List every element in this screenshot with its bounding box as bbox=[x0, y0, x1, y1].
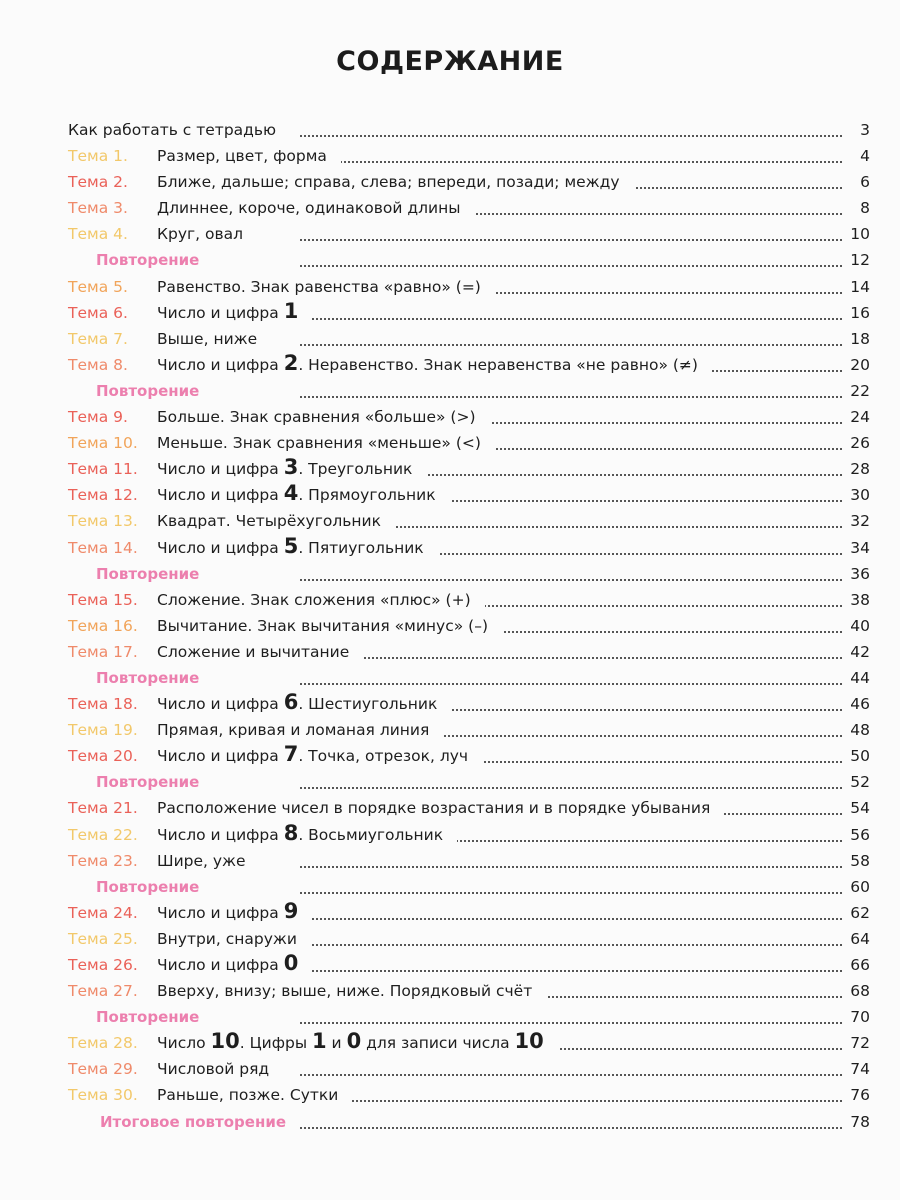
topic-number: Тема 27. bbox=[68, 982, 138, 1001]
toc-entry bbox=[0, 692, 900, 718]
topic-title: Число и цифра 6. Шестиугольник bbox=[157, 695, 451, 713]
page-number: 66 bbox=[850, 956, 870, 974]
digit-highlight: 5 bbox=[283, 533, 299, 558]
topic-title: Число 10. Цифры 1 и 0 для записи числа 10 bbox=[157, 1034, 558, 1052]
topic-title: Ближе, дальше; справа, слева; впереди, позади; между bbox=[157, 173, 634, 191]
page-number: 3 bbox=[860, 121, 870, 139]
topic-number: Тема 22. bbox=[68, 825, 138, 844]
page-number: 78 bbox=[850, 1112, 870, 1131]
toc-entry bbox=[0, 927, 900, 953]
topic-number: Тема 19. bbox=[68, 721, 138, 740]
repetition-label: Повторение bbox=[96, 1008, 211, 1026]
digit-highlight: 1 bbox=[312, 1029, 327, 1054]
dot-leader bbox=[300, 892, 842, 894]
page-number: 72 bbox=[850, 1034, 870, 1053]
dot-leader bbox=[300, 344, 842, 346]
page-number: 74 bbox=[850, 1060, 870, 1079]
page-number: 76 bbox=[850, 1086, 870, 1105]
dot-leader bbox=[300, 1074, 842, 1076]
page-number: 60 bbox=[850, 877, 870, 896]
topic-number: Тема 8. bbox=[68, 355, 128, 374]
page-number: 8 bbox=[860, 199, 870, 218]
topic-number: Тема 25. bbox=[68, 929, 138, 948]
topic-number: Тема 23. bbox=[68, 851, 138, 870]
dot-leader bbox=[300, 135, 842, 137]
page-number: 68 bbox=[850, 982, 870, 1001]
dot-leader bbox=[300, 396, 842, 398]
topic-title: Круг, овал bbox=[157, 225, 257, 243]
topic-title: Число и цифра 2. Неравенство. Знак неравенства «не равно» (≠) bbox=[157, 356, 712, 374]
page-number: 32 bbox=[850, 512, 870, 531]
page-number: 34 bbox=[850, 538, 870, 557]
toc-entry bbox=[0, 533, 900, 562]
digit-highlight: 4 bbox=[283, 481, 299, 506]
page-number: 64 bbox=[850, 929, 870, 948]
topic-number: Тема 4. bbox=[68, 225, 128, 244]
toc-entry bbox=[0, 1057, 900, 1083]
digit-highlight: 7 bbox=[283, 742, 299, 767]
digit-highlight: 9 bbox=[283, 898, 299, 923]
digit-highlight: 2 bbox=[283, 350, 299, 375]
toc-entry bbox=[0, 170, 900, 196]
topic-title: Число и цифра 9 bbox=[157, 904, 312, 922]
topic-number: Тема 2. bbox=[68, 173, 128, 192]
digit-highlight: 6 bbox=[283, 690, 299, 715]
page-number: 28 bbox=[850, 460, 870, 479]
topic-number: Тема 24. bbox=[68, 903, 138, 922]
page-number: 16 bbox=[850, 303, 870, 322]
dot-leader bbox=[300, 579, 842, 581]
topic-number: Тема 12. bbox=[68, 486, 138, 505]
dot-leader bbox=[300, 918, 842, 920]
topic-title: Число и цифра 8. Восьмиугольник bbox=[157, 826, 457, 844]
dot-leader bbox=[300, 1127, 842, 1129]
topic-title: Вверху, внизу; выше, ниже. Порядковый счёт bbox=[157, 982, 546, 1000]
topic-number: Тема 9. bbox=[68, 408, 128, 427]
toc-entry bbox=[0, 144, 900, 170]
repetition-label: Повторение bbox=[96, 773, 211, 791]
topic-title: Число и цифра 7. Точка, отрезок, луч bbox=[157, 747, 482, 765]
repetition-label: Повторение bbox=[96, 382, 211, 400]
toc-entry bbox=[0, 849, 900, 875]
topic-title: Число и цифра 3. Треугольник bbox=[157, 460, 426, 478]
page-number: 12 bbox=[850, 251, 870, 270]
topic-number: Тема 20. bbox=[68, 747, 138, 766]
topic-title: Прямая, кривая и ломаная линия bbox=[157, 721, 443, 739]
toc-entry bbox=[0, 820, 900, 849]
toc-entry bbox=[0, 898, 900, 927]
topic-number: Тема 15. bbox=[68, 590, 138, 609]
page-number: 42 bbox=[850, 642, 870, 661]
repetition-label: Повторение bbox=[96, 878, 211, 896]
toc-entry bbox=[0, 744, 900, 770]
repetition-label: Повторение bbox=[96, 251, 211, 269]
dot-leader bbox=[300, 657, 842, 659]
toc-entry bbox=[0, 1031, 900, 1057]
page-number: 56 bbox=[850, 825, 870, 844]
topic-title: Сложение и вычитание bbox=[157, 643, 363, 661]
dot-leader bbox=[300, 944, 842, 946]
topic-title: Выше, ниже bbox=[157, 330, 271, 348]
table-of-contents bbox=[0, 118, 900, 1136]
topic-number: Тема 7. bbox=[68, 329, 128, 348]
digit-highlight: 10 bbox=[514, 1029, 544, 1054]
page-number: 26 bbox=[850, 434, 870, 453]
topic-number: Тема 5. bbox=[68, 277, 128, 296]
page-number: 54 bbox=[850, 799, 870, 818]
topic-number: Тема 30. bbox=[68, 1086, 138, 1105]
page-number: 6 bbox=[860, 173, 870, 192]
toc-entry bbox=[0, 118, 900, 144]
topic-number: Тема 18. bbox=[68, 695, 138, 714]
topic-number: Тема 28. bbox=[68, 1034, 138, 1053]
topic-number: Тема 13. bbox=[68, 512, 138, 531]
page-number: 20 bbox=[850, 355, 870, 374]
topic-title: Квадрат. Четырёхугольник bbox=[157, 512, 395, 530]
page-number: 10 bbox=[850, 225, 870, 244]
dot-leader bbox=[300, 866, 842, 868]
topic-number: Тема 11. bbox=[68, 460, 138, 479]
page-number: 14 bbox=[850, 277, 870, 296]
page-title: СОДЕРЖАНИЕ bbox=[336, 46, 564, 77]
topic-title: Числовой ряд bbox=[157, 1060, 283, 1078]
repetition-label: Повторение bbox=[96, 669, 211, 687]
topic-number: Тема 29. bbox=[68, 1060, 138, 1079]
dot-leader bbox=[300, 239, 842, 241]
topic-number: Тема 21. bbox=[68, 799, 138, 818]
digit-highlight: 3 bbox=[283, 455, 299, 480]
topic-title: Меньше. Знак сравнения «меньше» (<) bbox=[157, 434, 495, 452]
toc-entry bbox=[0, 483, 900, 509]
toc-entry bbox=[0, 457, 900, 483]
topic-number: Тема 16. bbox=[68, 616, 138, 635]
page-number: 58 bbox=[850, 851, 870, 870]
page-number: 18 bbox=[850, 329, 870, 348]
page-number: 30 bbox=[850, 486, 870, 505]
dot-leader bbox=[300, 265, 842, 267]
page-number: 50 bbox=[850, 747, 870, 766]
page-number: 22 bbox=[850, 381, 870, 400]
toc-entry bbox=[0, 405, 900, 431]
digit-highlight: 0 bbox=[283, 951, 299, 975]
toc-entry bbox=[0, 1005, 900, 1031]
digit-highlight: 8 bbox=[283, 820, 299, 845]
digit-highlight: 1 bbox=[283, 298, 299, 323]
toc-entry bbox=[0, 196, 900, 222]
topic-title: Вычитание. Знак вычитания «минус» (–) bbox=[157, 617, 502, 635]
toc-entry bbox=[0, 248, 900, 274]
toc-entry bbox=[0, 770, 900, 796]
dot-leader bbox=[300, 161, 842, 163]
toc-entry bbox=[0, 614, 900, 640]
page-number: 4 bbox=[860, 147, 870, 166]
digit-highlight: 0 bbox=[346, 1029, 362, 1054]
topic-number: Тема 6. bbox=[68, 303, 128, 322]
toc-entry bbox=[0, 1083, 900, 1109]
page-number: 70 bbox=[850, 1008, 870, 1027]
page-number: 46 bbox=[850, 695, 870, 714]
topic-title: Число и цифра 0 bbox=[157, 956, 312, 974]
toc-entry bbox=[0, 640, 900, 666]
topic-title: Расположение чисел в порядке возрастания и в порядке убывания bbox=[157, 799, 724, 817]
topic-number: Тема 26. bbox=[68, 956, 138, 974]
topic-number: Тема 17. bbox=[68, 642, 138, 661]
page-number: 48 bbox=[850, 721, 870, 740]
dot-leader bbox=[300, 318, 842, 320]
repetition-label: Повторение bbox=[96, 565, 211, 583]
page-number: 62 bbox=[850, 903, 870, 922]
toc-entry bbox=[0, 979, 900, 1005]
dot-leader bbox=[300, 970, 842, 972]
dot-leader bbox=[300, 787, 842, 789]
page-number: 24 bbox=[850, 408, 870, 427]
toc-entry bbox=[0, 275, 900, 301]
repetition-label: Итоговое повторение bbox=[100, 1113, 298, 1131]
toc-entry bbox=[0, 666, 900, 692]
topic-title: Сложение. Знак сложения «плюс» (+) bbox=[157, 591, 485, 609]
topic-title: Шире, уже bbox=[157, 852, 260, 870]
page-number: 52 bbox=[850, 773, 870, 792]
dot-leader bbox=[300, 1022, 842, 1024]
toc-entry bbox=[0, 379, 900, 405]
page-number: 38 bbox=[850, 590, 870, 609]
topic-title: Больше. Знак сравнения «больше» (>) bbox=[157, 408, 490, 426]
toc-entry bbox=[0, 1110, 900, 1136]
intro-title: Как работать с тетрадью bbox=[68, 121, 290, 139]
toc-entry bbox=[0, 222, 900, 248]
toc-entry bbox=[0, 298, 900, 327]
toc-entry bbox=[0, 327, 900, 353]
toc-entry bbox=[0, 431, 900, 457]
toc-entry bbox=[0, 718, 900, 744]
toc-entry bbox=[0, 796, 900, 822]
topic-title: Число и цифра 4. Прямоугольник bbox=[157, 486, 450, 504]
digit-highlight: 10 bbox=[210, 1029, 240, 1054]
dot-leader bbox=[300, 1100, 842, 1102]
dot-leader bbox=[300, 683, 842, 685]
page-number: 44 bbox=[850, 668, 870, 687]
topic-number: Тема 3. bbox=[68, 199, 128, 218]
topic-title: Длиннее, короче, одинаковой длины bbox=[157, 199, 474, 217]
topic-title: Равенство. Знак равенства «равно» (=) bbox=[157, 278, 495, 296]
toc-entry bbox=[0, 509, 900, 535]
topic-title: Внутри, снаружи bbox=[157, 930, 311, 948]
topic-title: Размер, цвет, форма bbox=[157, 147, 341, 165]
topic-number: Тема 10. bbox=[68, 434, 138, 453]
toc-entry bbox=[0, 588, 900, 614]
topic-number: Тема 14. bbox=[68, 538, 138, 557]
toc-entry bbox=[0, 875, 900, 901]
toc-entry bbox=[0, 953, 900, 979]
topic-number: Тема 1. bbox=[68, 147, 128, 166]
page-number: 36 bbox=[850, 564, 870, 583]
page-number: 40 bbox=[850, 616, 870, 635]
topic-title: Число и цифра 1 bbox=[157, 304, 312, 322]
topic-title: Раньше, позже. Сутки bbox=[157, 1086, 352, 1104]
topic-title: Число и цифра 5. Пятиугольник bbox=[157, 539, 438, 557]
toc-entry bbox=[0, 562, 900, 588]
toc-entry bbox=[0, 350, 900, 379]
